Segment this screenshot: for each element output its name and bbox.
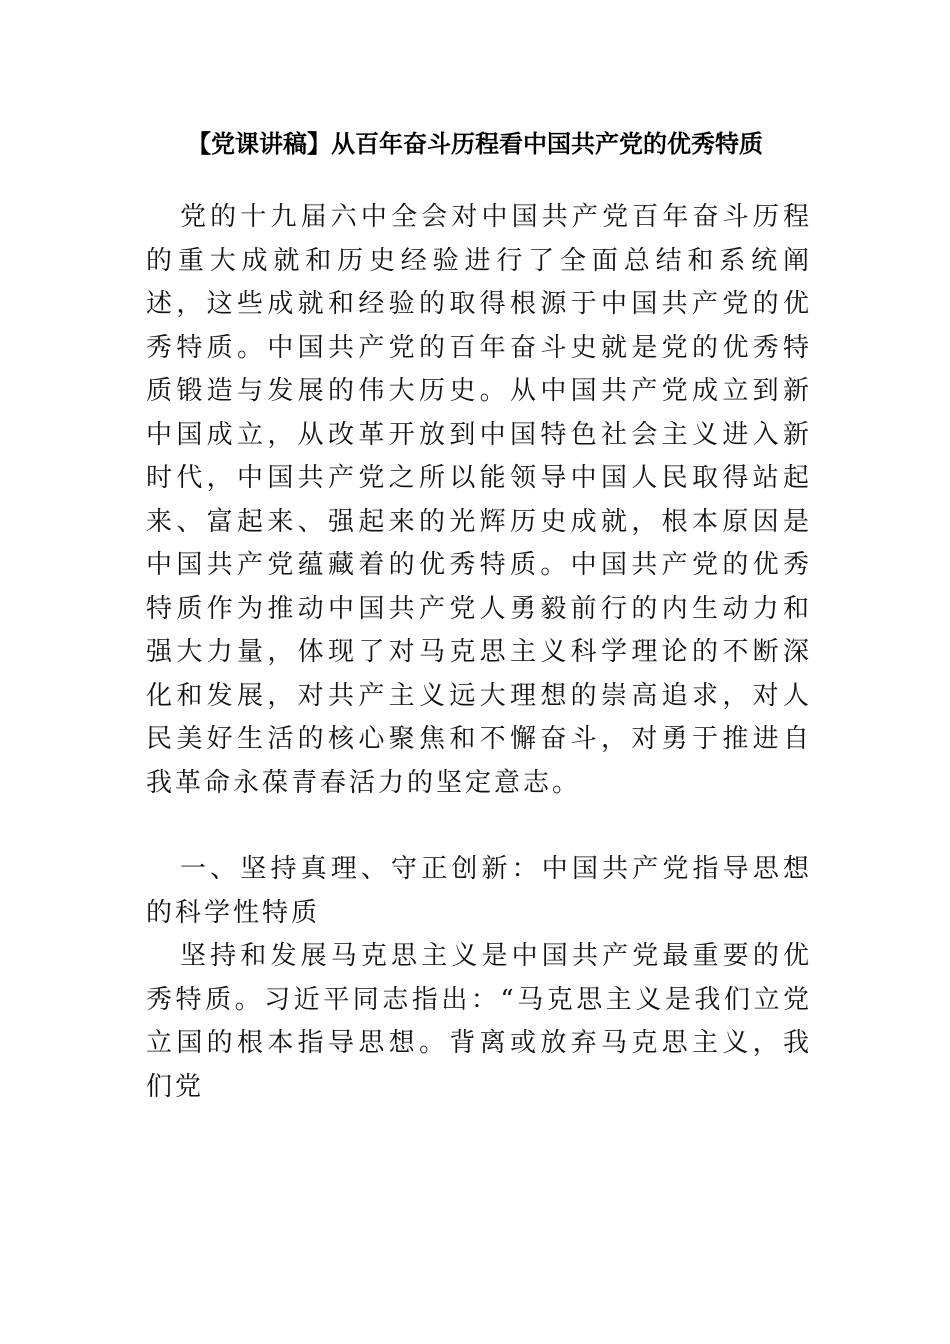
paragraph-section-1: 坚持和发展马克思主义是中国共产党最重要的优秀特质。习近平同志指出：“马克思主义是我们立党立国的根本指导思想。背离或放弃马克思主义，我们党 [146, 941, 812, 1102]
document-title: 【党课讲稿】从百年奋斗历程看中国共产党的优秀特质 [187, 130, 763, 158]
section-heading-1: 一、坚持真理、守正创新：中国共产党指导思想的科学性特质 [146, 854, 812, 928]
paragraph-intro: 党的十九届六中全会对中国共产党百年奋斗历程的重大成就和历史经验进行了全面总结和系统阐述，这些成就和经验的取得根源于中国共产党的优秀特质。中国共产党的百年奋斗史就是党的优秀特质锻造与发展的伟大历史。从中国共产党成立到新中国成立，从改革开放到中国特色社会主义进入新时代，中国共产党之所以能领导中国人民取得站起来、富起来、强起来的光辉历史成就，根本原因是中国共产党蕴藏着的优秀特质。中国共产党的优秀特质作为推动中国共产党人勇毅前行的内生动力和强大力量，体现了对马克思主义科学理论的不断深化和发展，对共产主义远大理想的崇高追求，对人民美好生活的核心聚焦和不懈奋斗，对勇于推进自我革命永葆青春活力的坚定意志。 [146, 202, 812, 798]
